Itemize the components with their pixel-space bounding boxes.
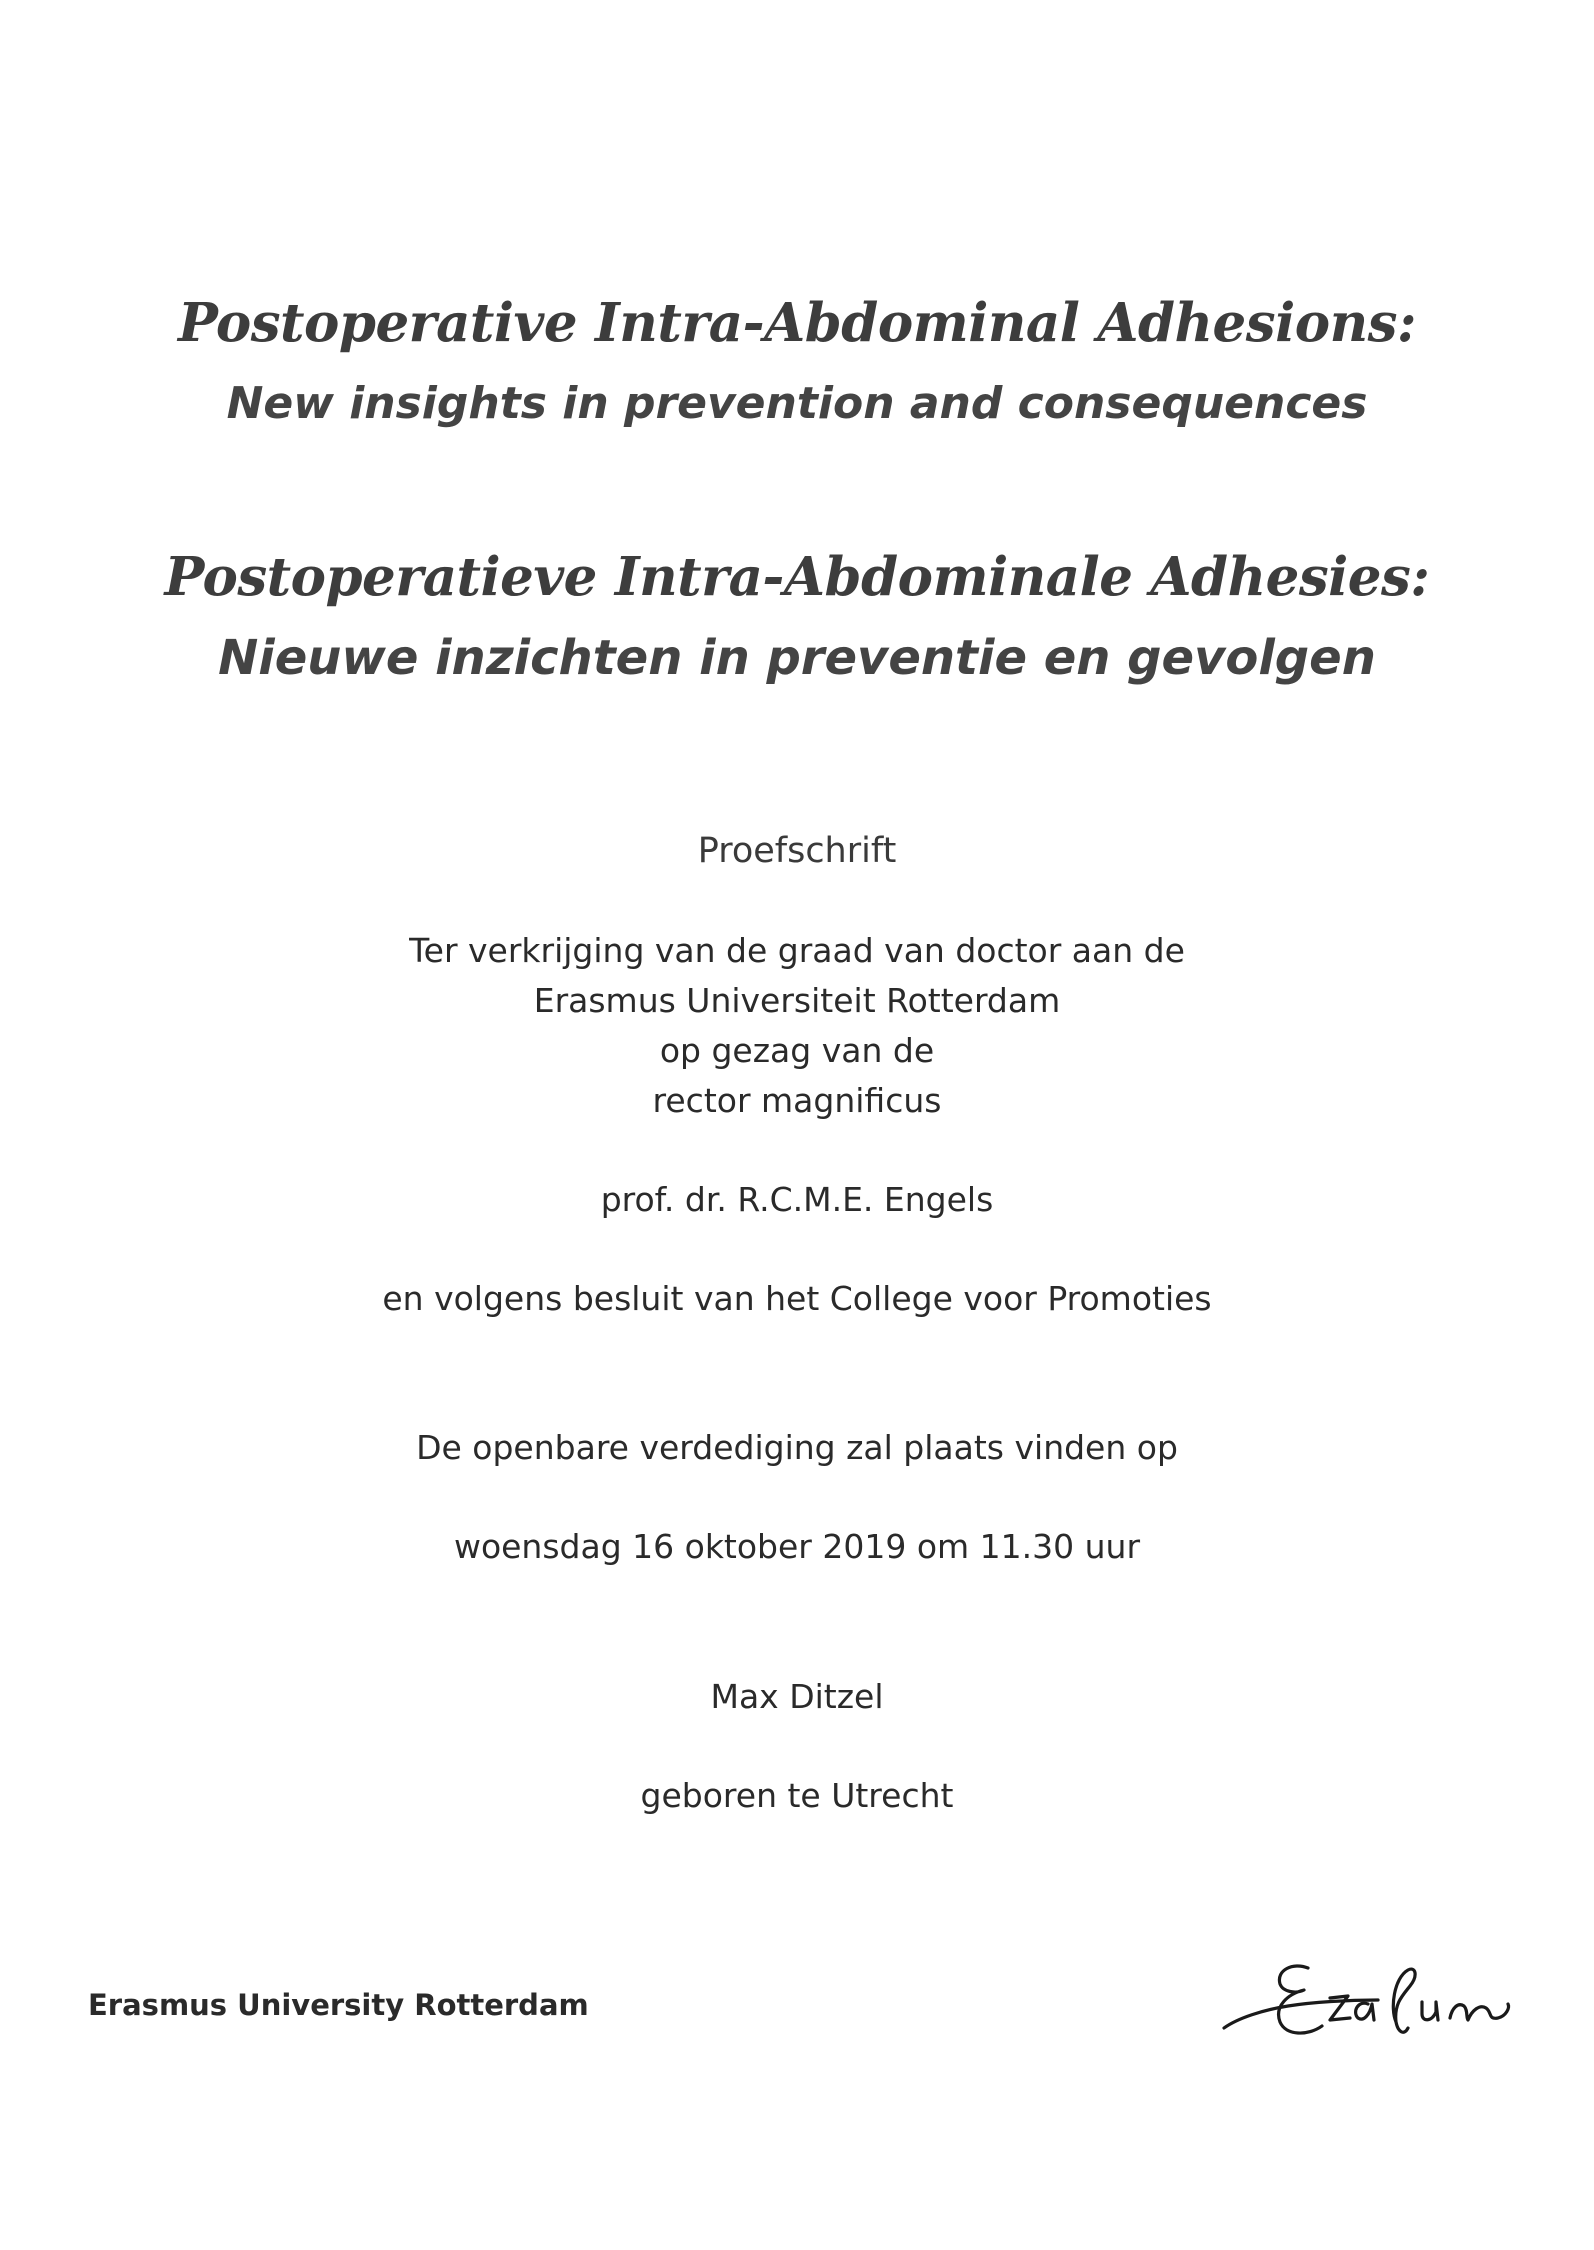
degree-line: rector magnificus [652,1081,942,1120]
dutch-title: Postoperatieve Intra-Abdominale Adhesies: [164,546,1430,608]
degree-line: Erasmus Universiteit Rotterdam [533,981,1061,1020]
degree-statement [0,926,1594,1126]
author-name: Max Ditzel [710,1677,884,1716]
dutch-subtitle: Nieuwe inzichten in preventie en gevolgen [218,630,1376,686]
defense-line: De openbare verdediging zal plaats vinden op [416,1428,1178,1467]
university-name: Erasmus University Rotterdam [88,1988,589,2022]
english-title: Postoperative Intra-Abdominal Adhesions: [177,292,1417,354]
degree-line: Ter verkrijging van de graad van doctor aan de [409,931,1185,970]
document-type-label: Proefschrift [697,831,897,871]
english-subtitle: New insights in prevention and consequences [226,378,1368,429]
defense-date: woensdag 16 oktober 2019 om 11.30 uur [453,1527,1141,1566]
college-line: en volgens besluit van het College voor Promoties [382,1279,1212,1318]
erasmus-signature-logo-icon [1218,1948,1518,2068]
birthplace: geboren te Utrecht [640,1776,954,1815]
degree-line: op gezag van de [659,1031,935,1070]
rector-name: prof. dr. R.C.M.E. Engels [600,1180,994,1219]
